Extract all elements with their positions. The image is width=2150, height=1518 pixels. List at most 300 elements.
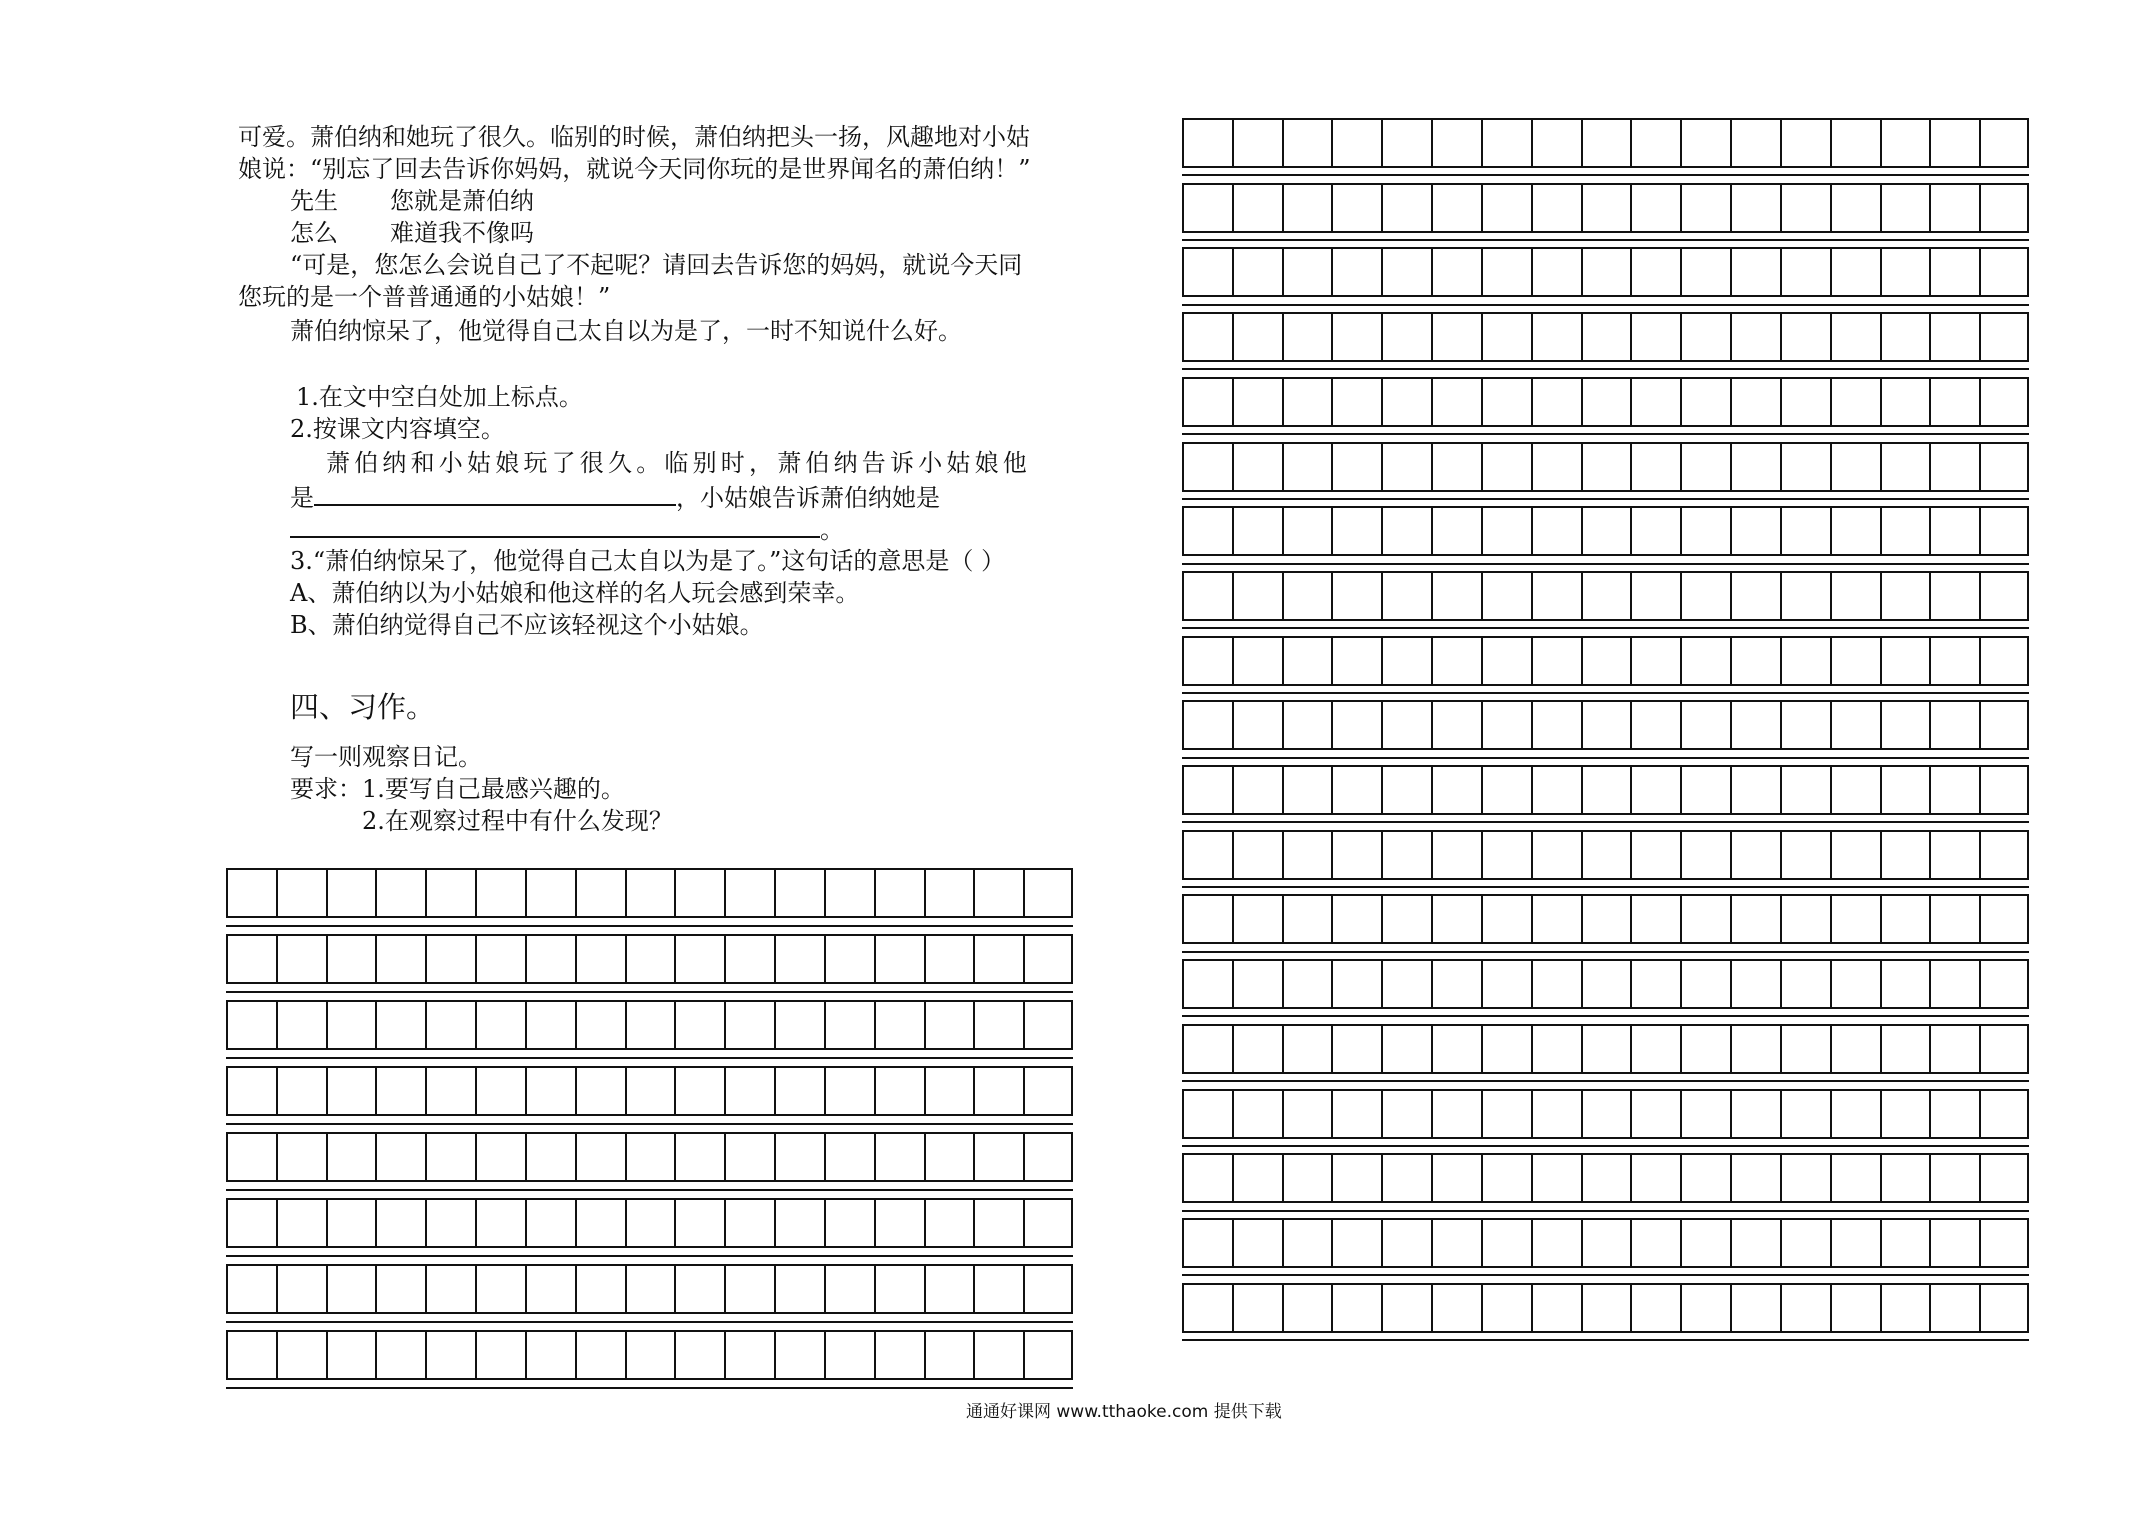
grid-cell-divider (1331, 185, 1333, 231)
grid-cell-divider (1630, 185, 1632, 231)
grid-cell-divider (774, 1068, 776, 1114)
passage-dialog-1-b: 您就是萧伯纳 (390, 187, 534, 215)
passage-dialog-2-a: 怎么 (290, 219, 338, 247)
grid-cell-divider (973, 1332, 975, 1378)
grid-separator-line (1182, 757, 2029, 759)
grid-cell-divider (625, 1068, 627, 1114)
grid-cell-divider (674, 1134, 676, 1180)
grid-cell-divider (824, 1068, 826, 1114)
grid-separator-line (1182, 433, 2029, 435)
grid-cell-divider (1680, 379, 1682, 425)
grid-cell-divider (1431, 508, 1433, 554)
grid-cell-divider (1331, 961, 1333, 1007)
answer-blank-2[interactable] (290, 512, 820, 538)
grid-cell-divider (1780, 896, 1782, 942)
question-2-text-3 (290, 512, 844, 545)
grid-separator-line (1182, 692, 2029, 694)
grid-row[interactable] (226, 934, 1073, 984)
grid-cell-divider (1880, 249, 1882, 295)
passage-line-5: “可是，您怎么会说自己了不起呢？请回去告诉您的妈妈，就说今天同 (290, 251, 1023, 279)
grid-separator-line (1182, 563, 2029, 565)
writing-grid-right[interactable] (1182, 118, 2029, 1348)
grid-cell-divider (1680, 1220, 1682, 1266)
grid-cell-divider (1830, 1091, 1832, 1137)
grid-cell-divider (724, 1134, 726, 1180)
grid-row[interactable] (226, 1132, 1073, 1182)
grid-cell-divider (1880, 508, 1882, 554)
grid-cell-divider (1331, 1091, 1333, 1137)
grid-cell-divider (1730, 1285, 1732, 1331)
grid-cell-divider (1630, 896, 1632, 942)
grid-cell-divider (375, 1002, 377, 1048)
grid-cell-divider (774, 870, 776, 916)
grid-cell-divider (674, 1332, 676, 1378)
grid-cell-divider (1929, 120, 1931, 166)
passage-line-2: 娘说：“别忘了回去告诉你妈妈，就说今天同你玩的是世界闻名的萧伯纳！” (238, 155, 1031, 183)
grid-cell-divider (724, 1068, 726, 1114)
grid-row[interactable] (226, 1198, 1073, 1248)
passage-line-1: 可爱。萧伯纳和她玩了很久。临别的时候，萧伯纳把头一扬，风趣地对小姑 (238, 123, 1030, 151)
grid-cell-divider (1680, 120, 1682, 166)
grid-cell-divider (1581, 573, 1583, 619)
grid-cell-divider (1381, 508, 1383, 554)
grid-cell-divider (774, 1266, 776, 1312)
grid-cell-divider (1830, 573, 1832, 619)
grid-cell-divider (575, 936, 577, 982)
grid-cell-divider (1431, 638, 1433, 684)
grid-cell-divider (1331, 702, 1333, 748)
grid-cell-divider (1730, 508, 1732, 554)
grid-cell-divider (1680, 832, 1682, 878)
grid-cell-divider (1780, 185, 1782, 231)
grid-cell-divider (1232, 961, 1234, 1007)
grid-cell-divider (1381, 1285, 1383, 1331)
grid-cell-divider (1431, 379, 1433, 425)
grid-cell-divider (1730, 120, 1732, 166)
grid-cell-divider (1331, 444, 1333, 490)
grid-cell-divider (1023, 1134, 1025, 1180)
grid-cell-divider (475, 1200, 477, 1246)
grid-cell-divider (1630, 120, 1632, 166)
grid-cell-divider (1830, 1155, 1832, 1201)
grid-cell-divider (525, 1200, 527, 1246)
grid-cell-divider (375, 1200, 377, 1246)
grid-cell-divider (1381, 314, 1383, 360)
grid-cell-divider (1431, 573, 1433, 619)
grid-cell-divider (1929, 767, 1931, 813)
grid-cell-divider (924, 1266, 926, 1312)
grid-cell-divider (1282, 702, 1284, 748)
grid-row[interactable] (1182, 442, 2029, 492)
question-3: 3.“萧伯纳惊呆了，他觉得自己太自以为是了。”这句话的意思是（ ） (290, 547, 1006, 575)
grid-cell-divider (1023, 870, 1025, 916)
grid-cell-divider (525, 1068, 527, 1114)
grid-cell-divider (874, 1332, 876, 1378)
question-2-text-2 (290, 480, 940, 513)
grid-cell-divider (1431, 444, 1433, 490)
grid-cell-divider (1880, 1285, 1882, 1331)
grid-cell-divider (1630, 508, 1632, 554)
grid-cell-divider (1282, 1155, 1284, 1201)
grid-cell-divider (1979, 896, 1981, 942)
grid-cell-divider (1331, 767, 1333, 813)
grid-row[interactable] (1182, 636, 2029, 686)
question-2-prefix: 是 (290, 484, 314, 512)
grid-cell-divider (1830, 120, 1832, 166)
grid-separator-line (1182, 1015, 2029, 1017)
grid-cell-divider (1381, 1026, 1383, 1072)
grid-cell-divider (1232, 379, 1234, 425)
grid-cell-divider (1282, 314, 1284, 360)
grid-cell-divider (1431, 1091, 1433, 1137)
grid-cell-divider (1780, 961, 1782, 1007)
grid-row[interactable] (1182, 1024, 2029, 1074)
grid-cell-divider (1481, 961, 1483, 1007)
grid-row[interactable] (1182, 571, 2029, 621)
grid-cell-divider (924, 1200, 926, 1246)
grid-cell-divider (1232, 249, 1234, 295)
grid-cell-divider (1282, 508, 1284, 554)
grid-cell-divider (1929, 702, 1931, 748)
grid-cell-divider (824, 1200, 826, 1246)
grid-cell-divider (1232, 120, 1234, 166)
grid-cell-divider (824, 870, 826, 916)
grid-cell-divider (1830, 961, 1832, 1007)
grid-cell-divider (1630, 573, 1632, 619)
grid-cell-divider (1979, 832, 1981, 878)
grid-cell-divider (525, 1002, 527, 1048)
grid-cell-divider (924, 1332, 926, 1378)
grid-cell-divider (1929, 1220, 1931, 1266)
grid-cell-divider (1929, 314, 1931, 360)
grid-cell-divider (724, 1266, 726, 1312)
grid-cell-divider (1331, 896, 1333, 942)
grid-cell-divider (724, 1002, 726, 1048)
grid-cell-divider (1780, 573, 1782, 619)
writing-grid-left[interactable] (226, 868, 1073, 1392)
grid-row[interactable] (1182, 506, 2029, 556)
grid-cell-divider (1531, 573, 1533, 619)
grid-cell-divider (575, 1134, 577, 1180)
grid-separator-line (1182, 1339, 2029, 1341)
grid-cell-divider (1531, 444, 1533, 490)
grid-cell-divider (326, 1134, 328, 1180)
grid-cell-divider (973, 1002, 975, 1048)
grid-separator-line (1182, 304, 2029, 306)
grid-row[interactable] (1182, 377, 2029, 427)
grid-cell-divider (1481, 638, 1483, 684)
grid-cell-divider (1730, 1091, 1732, 1137)
grid-row[interactable] (1182, 183, 2029, 233)
grid-row[interactable] (1182, 700, 2029, 750)
grid-cell-divider (475, 1002, 477, 1048)
grid-cell-divider (1531, 1091, 1533, 1137)
grid-separator-line (1182, 951, 2029, 953)
passage-dialog-2-b: 难道我不像吗 (390, 219, 534, 247)
grid-cell-divider (1381, 767, 1383, 813)
grid-cell-divider (375, 1068, 377, 1114)
grid-row[interactable] (1182, 830, 2029, 880)
grid-cell-divider (1481, 249, 1483, 295)
grid-cell-divider (774, 1134, 776, 1180)
grid-cell-divider (1680, 573, 1682, 619)
grid-cell-divider (874, 1068, 876, 1114)
grid-row[interactable] (1182, 959, 2029, 1009)
grid-cell-divider (1730, 896, 1732, 942)
grid-cell-divider (1979, 961, 1981, 1007)
grid-cell-divider (1880, 573, 1882, 619)
grid-cell-divider (1581, 249, 1583, 295)
grid-cell-divider (973, 1068, 975, 1114)
grid-row[interactable] (1182, 1218, 2029, 1268)
grid-cell-divider (276, 1134, 278, 1180)
grid-cell-divider (276, 1266, 278, 1312)
grid-cell-divider (1780, 249, 1782, 295)
grid-cell-divider (1531, 249, 1533, 295)
grid-cell-divider (1929, 444, 1931, 490)
grid-cell-divider (973, 1266, 975, 1312)
grid-cell-divider (1680, 1091, 1682, 1137)
grid-cell-divider (1929, 379, 1931, 425)
grid-cell-divider (425, 1332, 427, 1378)
grid-cell-divider (1929, 573, 1931, 619)
grid-cell-divider (1381, 249, 1383, 295)
grid-cell-divider (1680, 1285, 1682, 1331)
grid-cell-divider (1581, 832, 1583, 878)
grid-cell-divider (1581, 1155, 1583, 1201)
grid-cell-divider (824, 1266, 826, 1312)
grid-row[interactable] (1182, 118, 2029, 168)
grid-cell-divider (276, 870, 278, 916)
grid-cell-divider (425, 1134, 427, 1180)
grid-cell-divider (1830, 185, 1832, 231)
grid-cell-divider (1581, 1220, 1583, 1266)
grid-cell-divider (1331, 1220, 1333, 1266)
grid-cell-divider (1680, 767, 1682, 813)
grid-row[interactable] (226, 868, 1073, 918)
grid-cell-divider (625, 936, 627, 982)
grid-cell-divider (1929, 1026, 1931, 1072)
grid-row[interactable] (226, 1330, 1073, 1380)
grid-cell-divider (326, 1200, 328, 1246)
grid-cell-divider (1780, 379, 1782, 425)
grid-cell-divider (1780, 638, 1782, 684)
grid-row[interactable] (226, 1264, 1073, 1314)
grid-separator-line (1182, 821, 2029, 823)
grid-cell-divider (874, 1134, 876, 1180)
question-1: 1.在文中空白处加上标点。 (296, 383, 583, 411)
grid-cell-divider (1431, 961, 1433, 1007)
grid-cell-divider (1531, 896, 1533, 942)
grid-separator-line (1182, 174, 2029, 176)
grid-row[interactable] (1182, 1089, 2029, 1139)
grid-row[interactable] (1182, 247, 2029, 297)
grid-separator-line (226, 1123, 1073, 1125)
requirements-label: 要求： (290, 775, 362, 803)
footer-credit: 通通好课网 www.tthaoke.com 提供下载 (966, 1402, 1282, 1422)
grid-cell-divider (1630, 702, 1632, 748)
grid-cell-divider (874, 936, 876, 982)
grid-cell-divider (525, 1134, 527, 1180)
grid-cell-divider (1232, 444, 1234, 490)
grid-cell-divider (1431, 120, 1433, 166)
composition-task: 写一则观察日记。 (290, 743, 482, 771)
grid-cell-divider (1232, 638, 1234, 684)
grid-cell-divider (874, 870, 876, 916)
grid-cell-divider (1531, 1155, 1533, 1201)
grid-cell-divider (1830, 638, 1832, 684)
grid-cell-divider (1979, 508, 1981, 554)
grid-cell-divider (674, 1266, 676, 1312)
grid-cell-divider (1023, 1266, 1025, 1312)
grid-cell-divider (1830, 379, 1832, 425)
grid-cell-divider (1880, 1155, 1882, 1201)
grid-separator-line (226, 1387, 1073, 1389)
grid-cell-divider (1581, 444, 1583, 490)
grid-cell-divider (1232, 896, 1234, 942)
grid-cell-divider (525, 1332, 527, 1378)
grid-cell-divider (1232, 1026, 1234, 1072)
grid-cell-divider (625, 870, 627, 916)
grid-cell-divider (1830, 1220, 1832, 1266)
grid-cell-divider (575, 1266, 577, 1312)
grid-cell-divider (1780, 508, 1782, 554)
grid-cell-divider (475, 1266, 477, 1312)
grid-separator-line (1182, 498, 2029, 500)
grid-row[interactable] (1182, 1283, 2029, 1333)
grid-cell-divider (1331, 120, 1333, 166)
grid-cell-divider (276, 936, 278, 982)
grid-cell-divider (1880, 1220, 1882, 1266)
grid-cell-divider (375, 1266, 377, 1312)
grid-cell-divider (1331, 1155, 1333, 1201)
grid-cell-divider (724, 936, 726, 982)
grid-cell-divider (1680, 508, 1682, 554)
grid-cell-divider (1381, 444, 1383, 490)
grid-cell-divider (1730, 573, 1732, 619)
grid-cell-divider (1481, 702, 1483, 748)
grid-cell-divider (1979, 314, 1981, 360)
grid-cell-divider (1730, 185, 1732, 231)
grid-cell-divider (1581, 120, 1583, 166)
grid-cell-divider (1381, 573, 1383, 619)
grid-cell-divider (1331, 1026, 1333, 1072)
grid-cell-divider (575, 1332, 577, 1378)
grid-cell-divider (1481, 1285, 1483, 1331)
grid-cell-divider (1830, 767, 1832, 813)
grid-cell-divider (1282, 1220, 1284, 1266)
grid-cell-divider (1282, 896, 1284, 942)
grid-cell-divider (1680, 185, 1682, 231)
grid-cell-divider (1880, 832, 1882, 878)
grid-cell-divider (425, 870, 427, 916)
grid-cell-divider (1282, 573, 1284, 619)
grid-cell-divider (1531, 120, 1533, 166)
grid-cell-divider (1630, 832, 1632, 878)
grid-cell-divider (724, 1200, 726, 1246)
grid-cell-divider (1979, 1285, 1981, 1331)
grid-cell-divider (1979, 379, 1981, 425)
grid-cell-divider (1780, 702, 1782, 748)
grid-row[interactable] (1182, 312, 2029, 362)
grid-cell-divider (824, 1332, 826, 1378)
grid-cell-divider (1531, 508, 1533, 554)
grid-cell-divider (1282, 767, 1284, 813)
grid-cell-divider (1680, 314, 1682, 360)
grid-cell-divider (575, 1002, 577, 1048)
grid-cell-divider (1929, 249, 1931, 295)
grid-cell-divider (1282, 120, 1284, 166)
grid-cell-divider (1880, 379, 1882, 425)
grid-cell-divider (924, 1068, 926, 1114)
grid-cell-divider (1880, 1091, 1882, 1137)
grid-cell-divider (1431, 185, 1433, 231)
grid-cell-divider (1680, 702, 1682, 748)
grid-cell-divider (1581, 961, 1583, 1007)
grid-cell-divider (1979, 185, 1981, 231)
grid-cell-divider (276, 1332, 278, 1378)
grid-cell-divider (1830, 444, 1832, 490)
question-2: 2.按课文内容填空。 (290, 415, 505, 443)
grid-row[interactable] (1182, 765, 2029, 815)
grid-cell-divider (674, 936, 676, 982)
grid-separator-line (226, 925, 1073, 927)
grid-row[interactable] (226, 1000, 1073, 1050)
answer-blank-1[interactable] (314, 480, 676, 506)
grid-separator-line (226, 1057, 1073, 1059)
grid-cell-divider (1481, 896, 1483, 942)
grid-cell-divider (1680, 961, 1682, 1007)
grid-cell-divider (1780, 1285, 1782, 1331)
option-b: B、萧伯纳觉得自己不应该轻视这个小姑娘。 (290, 611, 764, 639)
grid-cell-divider (1381, 638, 1383, 684)
grid-cell-divider (1830, 1285, 1832, 1331)
grid-cell-divider (425, 1002, 427, 1048)
grid-cell-divider (575, 870, 577, 916)
grid-cell-divider (1331, 832, 1333, 878)
grid-row[interactable] (1182, 894, 2029, 944)
grid-row[interactable] (226, 1066, 1073, 1116)
grid-cell-divider (1880, 896, 1882, 942)
grid-cell-divider (1581, 702, 1583, 748)
grid-cell-divider (1381, 702, 1383, 748)
grid-cell-divider (1331, 314, 1333, 360)
grid-cell-divider (525, 1266, 527, 1312)
grid-cell-divider (1680, 638, 1682, 684)
grid-cell-divider (1730, 961, 1732, 1007)
grid-cell-divider (674, 1002, 676, 1048)
grid-cell-divider (824, 936, 826, 982)
grid-cell-divider (1481, 444, 1483, 490)
grid-cell-divider (1023, 1068, 1025, 1114)
grid-cell-divider (874, 1200, 876, 1246)
grid-cell-divider (1531, 1220, 1533, 1266)
grid-cell-divider (1880, 314, 1882, 360)
grid-cell-divider (774, 1200, 776, 1246)
grid-cell-divider (1630, 249, 1632, 295)
grid-cell-divider (1630, 961, 1632, 1007)
grid-cell-divider (1232, 1285, 1234, 1331)
passage-line-7: 萧伯纳惊呆了，他觉得自己太自以为是了，一时不知说什么好。 (290, 317, 962, 345)
grid-cell-divider (1331, 379, 1333, 425)
grid-row[interactable] (1182, 1153, 2029, 1203)
grid-cell-divider (1431, 249, 1433, 295)
grid-cell-divider (1481, 120, 1483, 166)
grid-cell-divider (1680, 1026, 1682, 1072)
grid-cell-divider (1331, 1285, 1333, 1331)
grid-cell-divider (973, 936, 975, 982)
grid-cell-divider (276, 1200, 278, 1246)
